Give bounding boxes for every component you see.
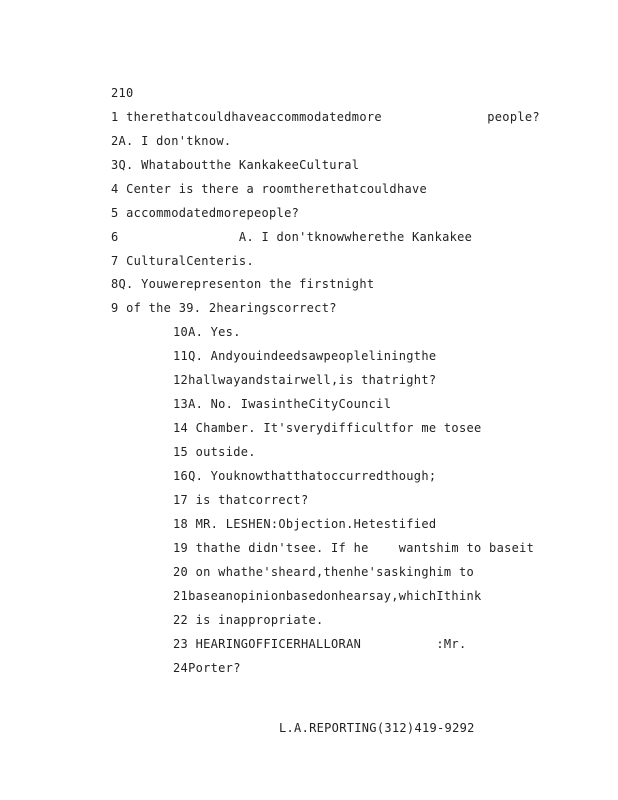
- line-text: MR. LESHEN:Objection.Hetestified: [195, 517, 437, 531]
- line-number: 16: [173, 469, 189, 483]
- line-number: 20: [173, 565, 189, 579]
- transcript-line: [173, 445, 256, 459]
- transcript-line: [111, 230, 472, 244]
- line-number: 12: [173, 373, 189, 387]
- line-text: Q. Youknowthatthatoccurredthough;: [188, 469, 437, 483]
- line-number: 13: [173, 397, 189, 411]
- line-number: 9: [111, 301, 119, 315]
- transcript-line: [111, 301, 337, 315]
- transcript-line: [111, 182, 427, 196]
- line-number: 1: [111, 110, 119, 124]
- line-text: baseanopinionbasedonhearsay,whichIthink: [188, 589, 482, 603]
- line-number: 19: [173, 541, 189, 555]
- line-text: Chamber. It'sverydifficultfor me tosee: [195, 421, 482, 435]
- line-text: hallwayandstairwell,is thatright?: [188, 373, 437, 387]
- line-text: HEARINGOFFICERHALLORAN :Mr.: [195, 637, 467, 651]
- line-text: Q. Youwerepresenton the firstnight: [118, 277, 375, 291]
- line-text: A. Yes.: [188, 325, 241, 339]
- line-text: is inappropriate.: [195, 613, 324, 627]
- transcript-line: [111, 277, 374, 291]
- line-text: is thatcorrect?: [195, 493, 309, 507]
- line-text: outside.: [195, 445, 256, 459]
- transcript-line: [173, 541, 534, 555]
- line-number: 17: [173, 493, 189, 507]
- transcript-line: [111, 254, 254, 268]
- line-number: 5: [111, 206, 119, 220]
- line-number: 4: [111, 182, 119, 196]
- line-text: Porter?: [188, 661, 241, 675]
- transcript-line: [173, 325, 241, 339]
- transcript-line: [111, 206, 299, 220]
- transcript-line: [173, 637, 466, 651]
- transcript-line: [173, 397, 391, 411]
- transcript-line: [173, 349, 436, 363]
- line-number: 14: [173, 421, 189, 435]
- page-number: 210: [111, 86, 134, 100]
- transcript-line: [173, 493, 308, 507]
- transcript-line: [173, 517, 436, 531]
- line-text: of the 39. 2hearingscorrect?: [126, 301, 337, 315]
- line-text: Q. Whataboutthe KankakeeCultural: [118, 158, 360, 172]
- line-number: 11: [173, 349, 189, 363]
- line-text: accommodatedmorepeople?: [126, 206, 300, 220]
- reporter-footer: L.A.REPORTING(312)419-9292: [279, 721, 475, 735]
- line-number: 2: [111, 134, 119, 148]
- line-text: A. No. IwasintheCityCouncil: [188, 397, 392, 411]
- transcript-line: [111, 110, 540, 124]
- line-number: 3: [111, 158, 119, 172]
- transcript-line: [111, 134, 231, 148]
- line-number: 15: [173, 445, 189, 459]
- line-text: therethatcouldhaveaccommodatedmore people?: [126, 110, 540, 124]
- line-number: 10: [173, 325, 189, 339]
- line-text: A. I don'tknowwherethe Kankakee: [126, 230, 473, 244]
- line-number: 24: [173, 661, 189, 675]
- transcript-line: [173, 589, 482, 603]
- line-number: 7: [111, 254, 119, 268]
- transcript-line: [173, 613, 324, 627]
- transcript-line: [111, 158, 359, 172]
- line-text: on whathe'sheard,thenhe'saskinghim to: [195, 565, 475, 579]
- line-text: A. I don'tknow.: [118, 134, 232, 148]
- line-number: 8: [111, 277, 119, 291]
- transcript-line: [173, 565, 474, 579]
- line-text: CulturalCenteris.: [126, 254, 254, 268]
- line-number: 6: [111, 230, 119, 244]
- transcript-line: [173, 421, 482, 435]
- line-number: 18: [173, 517, 189, 531]
- transcript-line: [173, 373, 436, 387]
- line-number: 23: [173, 637, 189, 651]
- line-text: thathe didn'tsee. If he wantshim to baseit: [195, 541, 535, 555]
- line-text: Q. Andyouindeedsawpeopleliningthe: [188, 349, 437, 363]
- transcript-line: [173, 469, 436, 483]
- line-number: 22: [173, 613, 189, 627]
- transcript-line: [173, 661, 241, 675]
- line-number: 21: [173, 589, 189, 603]
- line-text: Center is there a roomtherethatcouldhave: [126, 182, 428, 196]
